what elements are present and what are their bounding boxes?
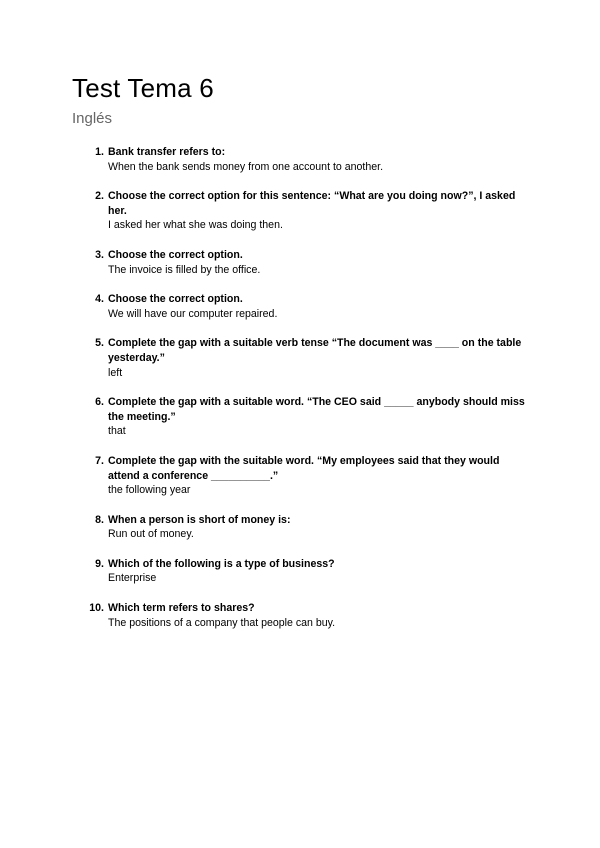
question-item xyxy=(80,454,525,498)
question-answer: We will have our computer repaired. xyxy=(108,307,278,320)
question-item xyxy=(80,145,525,174)
question-item xyxy=(80,336,525,380)
question-text: Complete the gap with a suitable word. “The CEO said _____ anybody should miss the meeting.” xyxy=(108,396,525,423)
question-number: 3. xyxy=(95,248,104,261)
question-item xyxy=(80,292,525,321)
question-number: 1. xyxy=(95,146,104,158)
document-title: Test Tema 6 xyxy=(72,73,214,103)
document-subtitle: Inglés xyxy=(72,110,113,127)
question-text: Complete the gap with the suitable word. “My employees said that they would attend a conference __________.” xyxy=(108,454,500,482)
question-text: Bank transfer refers to: xyxy=(108,146,226,158)
question-answer: Run out of money. xyxy=(108,528,194,541)
question-answer: that xyxy=(108,425,126,438)
question-text: Which term refers to shares? xyxy=(108,602,255,615)
question-item xyxy=(80,395,525,439)
question-answer: The positions of a company that people can buy. xyxy=(108,616,336,629)
question-item xyxy=(80,601,525,630)
question-text: Choose the correct option for this sentence: “What are you doing now?”, I asked her. xyxy=(108,190,516,217)
question-item xyxy=(80,189,525,233)
question-text: Which of the following is a type of business? xyxy=(108,557,335,570)
question-number: 7. xyxy=(95,454,104,467)
question-number: 6. xyxy=(95,396,104,409)
question-answer: left xyxy=(108,366,123,379)
question-number: 9. xyxy=(95,557,104,570)
question-number: 5. xyxy=(95,337,104,350)
question-item xyxy=(80,248,525,277)
question-answer: Enterprise xyxy=(108,572,157,585)
question-list xyxy=(80,145,525,645)
question-text: Complete the gap with a suitable verb tense “The document was ____ on the table yesterday.” xyxy=(108,337,522,364)
question-answer: I asked her what she was doing then. xyxy=(108,219,283,232)
question-text: When a person is short of money is: xyxy=(108,513,291,526)
question-answer: The invoice is filled by the office. xyxy=(108,263,261,276)
question-number: 8. xyxy=(95,513,104,526)
question-answer: the following year xyxy=(108,484,191,497)
question-text: Choose the correct option. xyxy=(108,293,243,306)
question-number: 4. xyxy=(95,293,104,306)
question-text: Choose the correct option. xyxy=(108,248,243,261)
question-item xyxy=(80,557,525,586)
question-answer: When the bank sends money from one account to another. xyxy=(108,160,384,173)
question-number: 10. xyxy=(89,602,104,615)
question-number: 2. xyxy=(95,190,104,203)
question-item xyxy=(80,513,525,542)
